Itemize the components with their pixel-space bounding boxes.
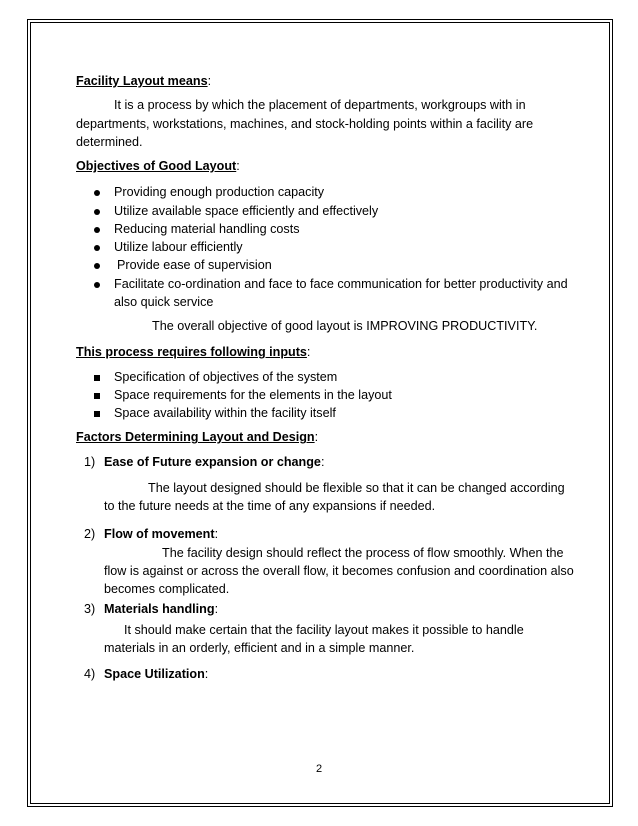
factor-colon: : — [320, 454, 325, 469]
bullet-square-icon — [94, 386, 100, 404]
section-inputs — [76, 343, 576, 361]
list-item-text: Provide ease of supervision — [117, 258, 272, 273]
heading-colon: : — [314, 430, 319, 445]
item-number: 3) — [84, 602, 96, 617]
item-number: 1) — [84, 454, 96, 469]
heading-facility-layout: Facility Layout means — [76, 74, 208, 88]
heading-colon: : — [306, 345, 311, 360]
list-item — [76, 600, 576, 657]
section-factors — [76, 428, 576, 446]
objectives-list — [76, 183, 576, 311]
list-item — [76, 453, 576, 516]
list-item — [76, 404, 576, 422]
list-item — [76, 275, 576, 312]
section-objectives — [76, 157, 576, 175]
bullet-square-icon — [94, 404, 100, 422]
facility-layout-definition: It is a process by which the placement of departments, workgroups with in departments, workstations, machines, and stock-holding points within a facility are determined. — [76, 98, 534, 149]
list-item-text: Specification of objectives of the system — [114, 369, 338, 384]
heading-colon: : — [236, 159, 240, 173]
list-item — [76, 183, 576, 201]
bullet-dot-icon — [94, 256, 100, 274]
bullet-dot-icon — [94, 202, 100, 220]
factor-colon: : — [214, 602, 219, 617]
list-item — [76, 220, 576, 238]
item-number: 2) — [84, 527, 96, 542]
inputs-list — [76, 368, 576, 423]
list-item — [76, 256, 576, 274]
factor-title: Flow of movement — [104, 527, 215, 542]
factor-title: Materials handling — [104, 602, 215, 617]
list-item-text: Reducing material handling costs — [114, 221, 300, 236]
factor-description: It should make certain that the facility layout makes it possible to handle materials in an orderly, efficient and in a simple manner. — [104, 622, 524, 655]
heading-factors: Factors Determining Layout and Design — [76, 430, 315, 445]
factors-list — [76, 453, 576, 684]
heading-objectives: Objectives of Good Layout — [76, 159, 237, 173]
bullet-dot-icon — [94, 220, 100, 238]
list-item-text: Space requirements for the elements in the layout — [114, 387, 392, 402]
factor-description: The facility design should reflect the process of flow smoothly. When the flow is against or across the overall flow, it becomes confusion and coordination also becomes complicated. — [104, 545, 574, 596]
section-facility-layout — [76, 72, 576, 90]
list-item — [76, 238, 576, 256]
list-item — [76, 368, 576, 386]
bullet-dot-icon — [94, 238, 100, 256]
document-body — [76, 72, 576, 683]
list-item-text: Providing enough production capacity — [114, 185, 325, 200]
list-item — [76, 665, 576, 683]
item-number: 4) — [84, 667, 96, 681]
list-item-text: Facilitate co-ordination and face to face communication for better productivity and also quick service — [114, 276, 568, 309]
bullet-dot-icon — [94, 275, 100, 293]
list-item-text: Space availability within the facility itself — [114, 406, 336, 420]
factor-colon: : — [204, 667, 209, 681]
factor-description: The layout designed should be flexible so that it can be changed according to the future needs at the time of any expansions if needed. — [104, 480, 565, 513]
objectives-summary: The overall objective of good layout is IMPROVING PRODUCTIVITY. — [152, 319, 538, 333]
heading-inputs: This process requires following inputs — [76, 345, 307, 360]
list-item-text: Utilize labour efficiently — [114, 240, 243, 254]
page-number: 2 — [315, 763, 323, 775]
factor-colon: : — [214, 527, 219, 542]
list-item — [76, 525, 576, 598]
list-item — [76, 386, 576, 404]
heading-colon: : — [207, 74, 212, 88]
factor-title: Space Utilization — [104, 667, 205, 681]
list-item — [76, 202, 576, 220]
list-item-text: Utilize available space efficiently and effectively — [114, 203, 379, 218]
bullet-square-icon — [94, 368, 100, 386]
factor-title: Ease of Future expansion or change — [104, 454, 321, 469]
bullet-dot-icon — [94, 183, 100, 201]
